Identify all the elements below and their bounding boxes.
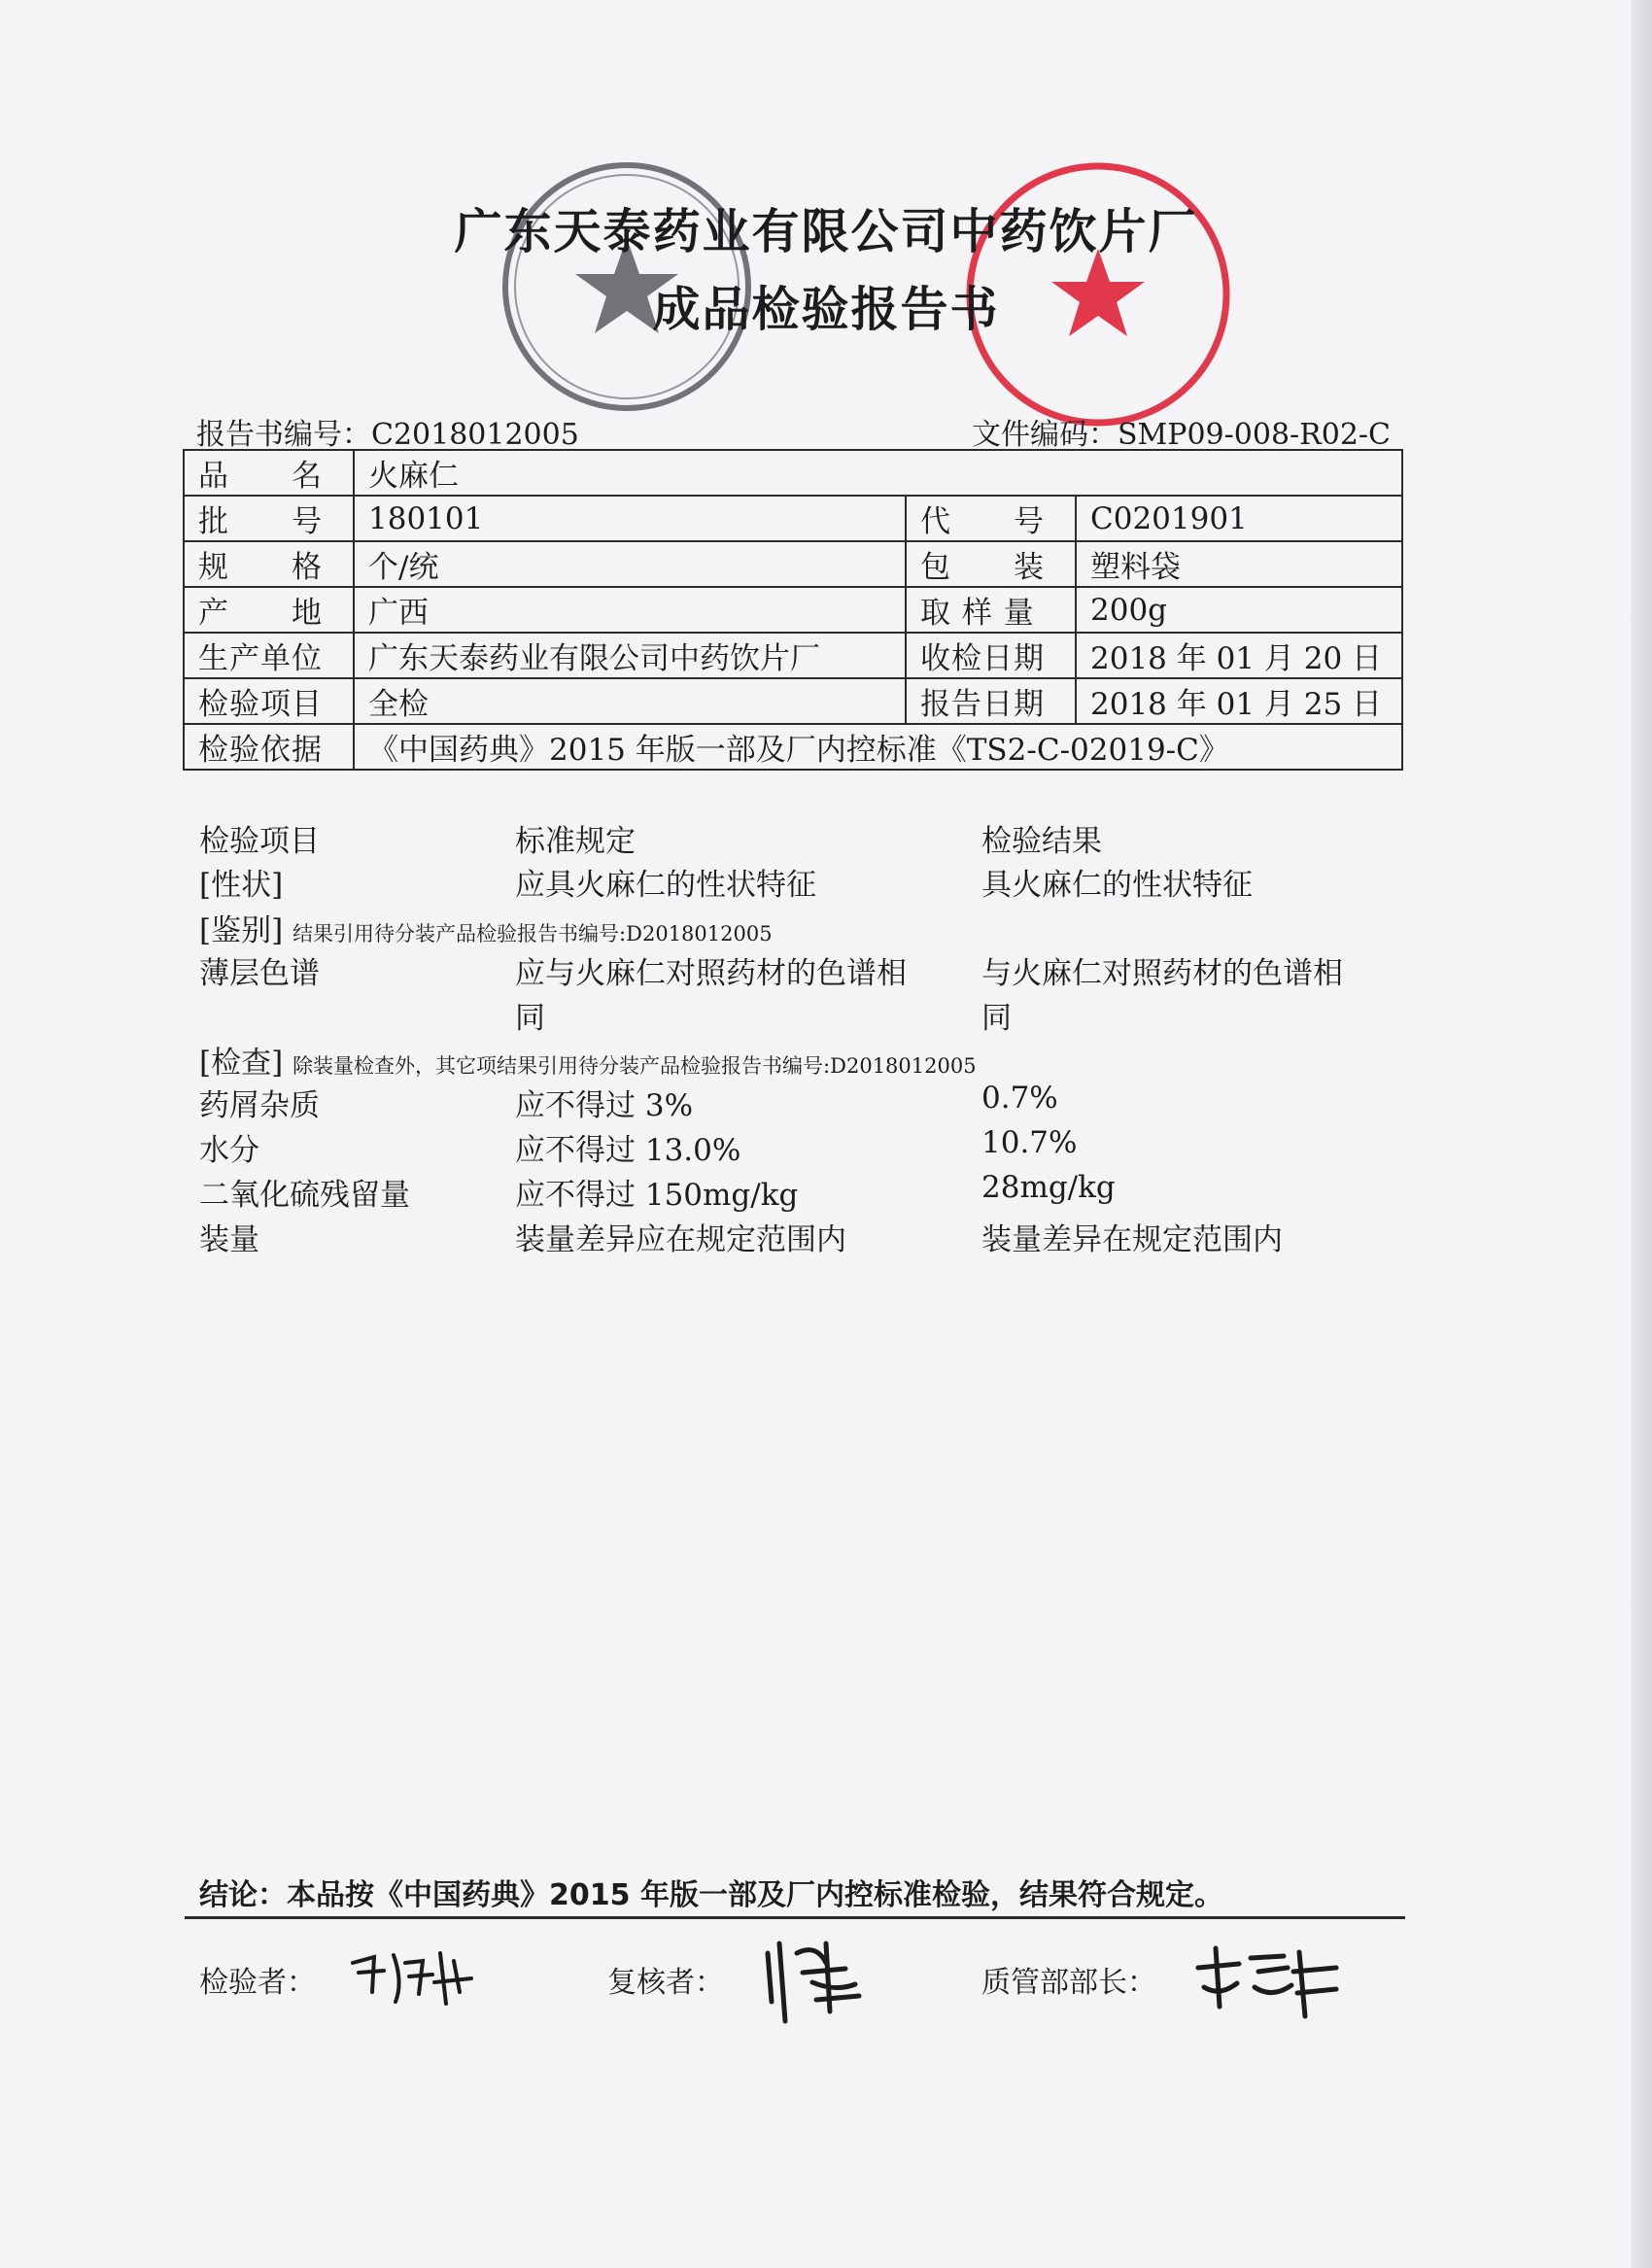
result-item: 药屑杂质 bbox=[199, 1088, 320, 1123]
table-row bbox=[184, 633, 1402, 678]
result-value: 具火麻仁的性状特征 bbox=[981, 868, 1253, 903]
conclusion: 结论：本品按《中国药典》2015 年版一部及厂内控标准检验，结果符合规定。 bbox=[199, 1878, 1223, 1912]
spec-value: 个/统 bbox=[354, 541, 906, 587]
result-item: 薄层色谱 bbox=[199, 956, 320, 991]
table-row bbox=[184, 541, 1402, 587]
file-number: 文件编码：SMP09-008-R02-C bbox=[972, 418, 1392, 452]
inspection-item-label: 检验项目 bbox=[184, 678, 354, 724]
result-standard-cont: 同 bbox=[515, 1001, 545, 1036]
report-date-label: 报告日期 bbox=[906, 678, 1076, 724]
results-header-item: 检验项目 bbox=[199, 824, 320, 859]
result-item bbox=[199, 1038, 977, 1082]
sample-label: 取 样 量 bbox=[906, 587, 1076, 633]
origin-label: 产 地 bbox=[184, 587, 354, 633]
result-value: 与火麻仁对照药材的色谱相 bbox=[981, 956, 1343, 991]
inspection-item-value: 全检 bbox=[354, 678, 906, 724]
result-item: 水分 bbox=[199, 1133, 259, 1168]
report-number: 报告书编号：C2018012005 bbox=[196, 418, 579, 452]
batch-label: 批 号 bbox=[184, 496, 354, 541]
result-standard: 装量差异应在规定范围内 bbox=[515, 1222, 846, 1257]
result-value: 10.7% bbox=[981, 1125, 1078, 1160]
result-value-cont: 同 bbox=[981, 1001, 1012, 1036]
result-value: 装量差异在规定范围内 bbox=[981, 1222, 1283, 1257]
results-header-result: 检验结果 bbox=[981, 824, 1102, 859]
divider bbox=[185, 1916, 1405, 1919]
sample-value: 200g bbox=[1076, 587, 1402, 633]
result-note: 结果引用待分装产品检验报告书编号:D2018012005 bbox=[293, 922, 773, 945]
product-label: 品 名 bbox=[184, 450, 354, 496]
code-label: 代 号 bbox=[906, 496, 1076, 541]
maker-label: 生产单位 bbox=[184, 633, 354, 678]
result-item: 装量 bbox=[199, 1222, 259, 1257]
basis-label: 检验依据 bbox=[184, 724, 354, 770]
result-value: 28mg/kg bbox=[981, 1170, 1116, 1205]
pack-value: 塑料袋 bbox=[1076, 541, 1402, 587]
result-item-label: [检查] bbox=[199, 1046, 284, 1081]
table-row bbox=[184, 724, 1402, 770]
table-row bbox=[184, 450, 1402, 496]
result-value: 0.7% bbox=[981, 1081, 1058, 1116]
result-item: [性状] bbox=[199, 868, 284, 903]
results-header-standard: 标准规定 bbox=[515, 824, 636, 859]
inspector-signature bbox=[345, 1943, 481, 2011]
table-row bbox=[184, 678, 1402, 724]
origin-value: 广西 bbox=[354, 587, 906, 633]
code-value: C0201901 bbox=[1076, 496, 1402, 541]
document-subtitle: 成品检验报告书 bbox=[652, 282, 1000, 337]
pack-label: 包 装 bbox=[906, 541, 1076, 587]
page-edge bbox=[1631, 0, 1652, 2268]
result-item bbox=[199, 906, 773, 949]
qa-head-signature bbox=[1190, 1939, 1346, 2031]
result-standard: 应不得过 150mg/kg bbox=[515, 1178, 799, 1213]
result-item-label: [鉴别] bbox=[199, 913, 284, 948]
received-date-label: 收检日期 bbox=[906, 633, 1076, 678]
qa-head-label: 质管部部长： bbox=[981, 1966, 1156, 2000]
maker-value: 广东天泰药业有限公司中药饮片厂 bbox=[354, 633, 906, 678]
result-standard: 应具火麻仁的性状特征 bbox=[515, 868, 816, 903]
batch-value: 180101 bbox=[354, 496, 906, 541]
product-value: 火麻仁 bbox=[354, 450, 1402, 496]
table-row bbox=[184, 496, 1402, 541]
result-standard: 应不得过 3% bbox=[515, 1088, 694, 1123]
inspector-label: 检验者： bbox=[199, 1966, 316, 2000]
result-note: 除装量检查外，其它项结果引用待分装产品检验报告书编号:D2018012005 bbox=[293, 1054, 977, 1078]
result-standard: 应与火麻仁对照药材的色谱相 bbox=[515, 956, 907, 991]
result-standard: 应不得过 13.0% bbox=[515, 1133, 741, 1168]
received-date-value: 2018 年 01 月 20 日 bbox=[1076, 633, 1402, 678]
result-item: 二氧化硫残留量 bbox=[199, 1178, 410, 1213]
basis-value: 《中国药典》2015 年版一部及厂内控标准《TS2-C-02019-C》 bbox=[354, 724, 1402, 770]
document-title: 广东天泰药业有限公司中药饮片厂 bbox=[454, 204, 1198, 259]
reviewer-signature bbox=[758, 1924, 884, 2031]
table-row bbox=[184, 587, 1402, 633]
report-date-value: 2018 年 01 月 25 日 bbox=[1076, 678, 1402, 724]
reviewer-label: 复核者： bbox=[607, 1966, 724, 2000]
spec-label: 规 格 bbox=[184, 541, 354, 587]
info-table bbox=[183, 449, 1403, 771]
